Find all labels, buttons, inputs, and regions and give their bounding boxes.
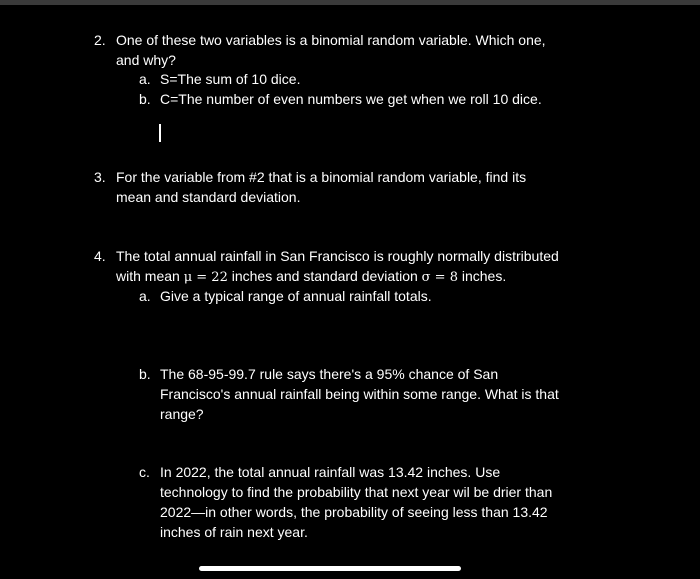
question-2-text-line-2: and why?: [116, 52, 176, 68]
question-2-number: 2.: [94, 32, 106, 48]
question-4b-text-line-1: The 68-95-99.7 rule says there's a 95% chance of San: [160, 366, 499, 382]
question-4a-text: Give a typical range of annual rainfall totals.: [160, 288, 432, 304]
question-3-number: 3.: [94, 169, 106, 185]
question-3-text-line-2: mean and standard deviation.: [116, 189, 301, 205]
line-2-suffix: inches.: [457, 268, 507, 284]
question-2-text-line-1: One of these two variables is a binomial random variable. Which one,: [116, 32, 546, 48]
question-4-text-line-2: [116, 266, 506, 288]
std-dev-expression: σ = 8: [421, 270, 458, 285]
question-2b-marker: b.: [139, 91, 151, 107]
line-2-prefix: with mean: [116, 268, 184, 284]
home-indicator-bar[interactable]: [199, 566, 461, 571]
question-2a-marker: a.: [139, 71, 151, 87]
question-4c-text-line-4: inches of rain next year.: [160, 524, 308, 540]
question-4b-text-line-2: Francisco's annual rainfall being within some range. What is that: [160, 386, 559, 402]
question-4-number: 4.: [94, 248, 106, 264]
line-2-middle: inches and standard deviation: [227, 268, 422, 284]
question-3-text-line-1: For the variable from #2 that is a binomial random variable, find its: [116, 169, 527, 185]
question-2a-text: S=The sum of 10 dice.: [160, 71, 301, 87]
text-cursor: [159, 124, 161, 142]
question-4c-text-line-3: 2022—in other words, the probability of seeing less than 13.42: [160, 504, 548, 520]
question-4c-text-line-1: In 2022, the total annual rainfall was 13.42 inches. Use: [160, 464, 501, 480]
question-2b-text: C=The number of even numbers we get when we roll 10 dice.: [160, 91, 542, 107]
question-4b-text-line-3: range?: [160, 406, 204, 422]
question-4a-marker: a.: [139, 288, 151, 304]
mean-expression: μ = 22: [183, 270, 228, 285]
question-4b-marker: b.: [139, 366, 151, 382]
question-4c-text-line-2: technology to find the probability that next year wil be drier than: [160, 484, 553, 500]
question-4c-marker: c.: [139, 464, 150, 480]
question-4-text-line-1: The total annual rainfall in San Francisco is roughly normally distributed: [116, 248, 559, 264]
